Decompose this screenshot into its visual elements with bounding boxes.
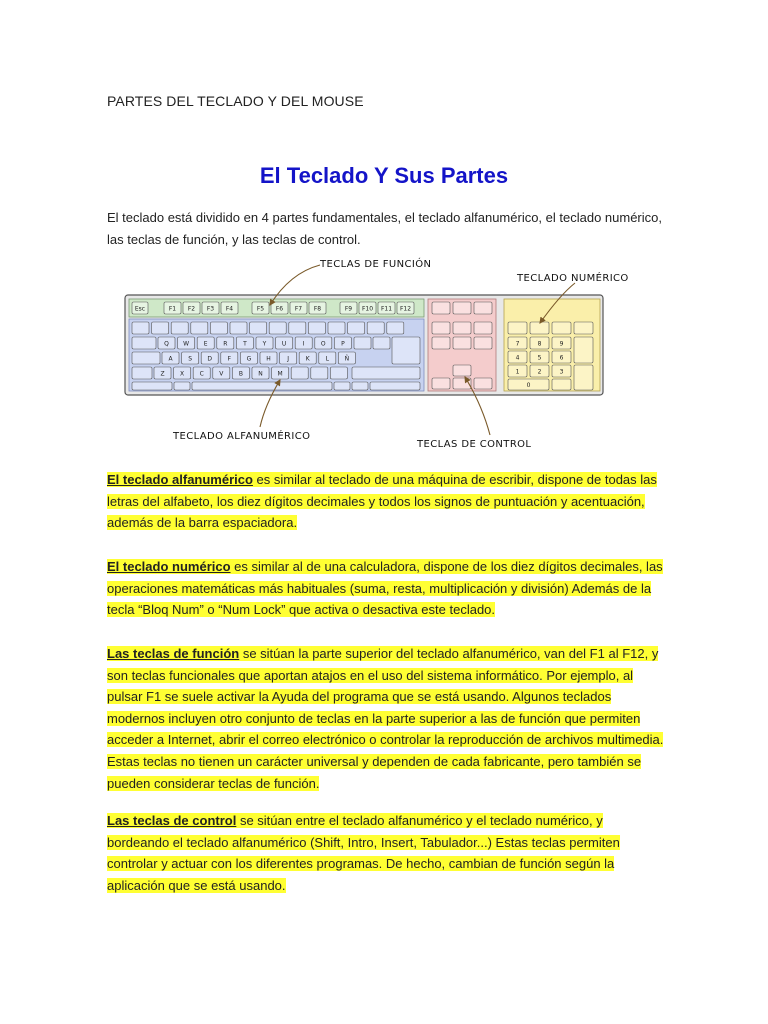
key-numpad-3: [552, 365, 571, 377]
svg-text:9: 9: [559, 340, 564, 348]
key-numpad-9: [552, 337, 571, 349]
key-numpad-8: [530, 337, 549, 349]
svg-text:X: X: [180, 370, 185, 378]
svg-text:B: B: [238, 370, 243, 378]
paragraph-numeric: [107, 556, 667, 621]
term-control-keys: Las teclas de control: [107, 813, 237, 828]
key-number-row: [348, 322, 365, 334]
term-alphanumeric: El teclado alfanumérico: [107, 472, 253, 487]
keyboard-diagram: [120, 255, 660, 455]
key-control-1-0: [432, 322, 450, 334]
key-number-row: [250, 322, 267, 334]
key-t: [236, 337, 253, 349]
svg-text:R: R: [223, 340, 228, 348]
key-number-row: [328, 322, 345, 334]
body-alphanumeric: es similar al teclado de una máquina de escribir, dispone de todas las letras del alfabeto, los diez dígitos decimales y todos los signos de puntuación y acentuación, además de la barra espaciadora.: [107, 472, 657, 531]
key-tab: [132, 337, 156, 349]
svg-text:0: 0: [526, 382, 531, 389]
svg-text:F7: F7: [294, 305, 303, 313]
key-numpad-top: [552, 322, 571, 334]
key-number-row: [210, 322, 227, 334]
svg-text:K: K: [305, 355, 310, 363]
key-number-row: [132, 322, 149, 334]
key-win-right: [352, 382, 368, 390]
key-f5: [252, 302, 269, 314]
key-f7: [290, 302, 307, 314]
key-number-row: [152, 322, 169, 334]
key-number-row: [367, 322, 384, 334]
key-arrow-up: [453, 365, 471, 376]
svg-text:S: S: [188, 355, 193, 363]
svg-text:F6: F6: [275, 305, 284, 313]
key-ctrl-right: [370, 382, 420, 390]
paragraph-alphanumeric: [107, 469, 667, 534]
svg-text:L: L: [325, 355, 329, 363]
key-numpad-top: [508, 322, 527, 334]
svg-text:F10: F10: [361, 305, 374, 313]
svg-text:N: N: [258, 370, 263, 378]
key-numpad-4: [508, 351, 527, 363]
body-control-keys: se sitúan entre el teclado alfanumérico y el teclado numérico, y bordeando el teclado alfanumérico (Shift, Intro, Insert, Tabulador...) Estas teclas permiten controlar y actuar con los diferentes programas. De hecho, cambian de función según la aplicación que se está usando.: [107, 813, 620, 893]
document-title: El Teclado Y Sus Partes: [259, 163, 509, 188]
key-numpad-top: [574, 322, 593, 334]
page-header: PARTES DEL TECLADO Y DEL MOUSE: [107, 93, 364, 109]
key-n: [252, 367, 269, 379]
keyboard-svg: [120, 255, 660, 455]
key-numpad-1: [508, 365, 527, 377]
key-j: [280, 352, 297, 364]
key-number-row: [387, 322, 404, 334]
key-numpad-2: [530, 365, 549, 377]
key-number-row: [171, 322, 188, 334]
key-r: [217, 337, 234, 349]
key-esc: [132, 302, 148, 314]
svg-text:F1: F1: [168, 305, 177, 313]
svg-text:8: 8: [537, 340, 542, 348]
svg-text:A: A: [168, 355, 173, 363]
paragraph-control-keys: [107, 810, 667, 896]
svg-text:V: V: [219, 370, 224, 378]
key-e: [197, 337, 214, 349]
callout-alphanumeric: TECLADO ALFANUMÉRICO: [173, 431, 311, 442]
key-l: [319, 352, 336, 364]
key-bracket: [354, 337, 371, 349]
key-punct: [311, 367, 328, 379]
svg-text:F3: F3: [206, 305, 215, 313]
key-number-row: [191, 322, 208, 334]
svg-text:6: 6: [559, 354, 564, 362]
key-numpad-0: [508, 379, 549, 390]
key-i: [295, 337, 312, 349]
key-punct: [330, 367, 347, 379]
key-u: [276, 337, 293, 349]
key-h: [260, 352, 277, 364]
callout-control-keys: TECLAS DE CONTROL: [417, 439, 532, 450]
svg-text:P: P: [341, 340, 345, 348]
key-space: [192, 382, 332, 390]
key-p: [334, 337, 351, 349]
key-v: [213, 367, 230, 379]
key-number-row: [289, 322, 306, 334]
key-control-0-0: [432, 302, 450, 314]
key-control-1-2: [474, 322, 492, 334]
key-numpad-plus: [574, 337, 593, 363]
callout-numeric-keypad: TECLADO NUMÉRICO: [517, 273, 629, 284]
key-g: [240, 352, 257, 364]
body-numeric: es similar al de una calculadora, dispone de los diez dígitos decimales, las operaciones matemáticas más habituales (suma, resta, multiplicación y división) Además de la tecla “Bloq Num” o “Num Lock” que activa o desactiva este teclado.: [107, 559, 663, 618]
svg-text:7: 7: [515, 340, 520, 348]
svg-text:F8: F8: [313, 305, 322, 313]
key-bracket: [373, 337, 390, 349]
key-arrow-right: [474, 378, 492, 389]
svg-text:F11: F11: [380, 305, 393, 313]
key-f11: [378, 302, 395, 314]
svg-text:H: H: [266, 355, 271, 363]
svg-text:E: E: [203, 340, 208, 348]
term-numeric: El teclado numérico: [107, 559, 231, 574]
key-number-row: [230, 322, 247, 334]
key-numpad-5: [530, 351, 549, 363]
key-shift-right: [352, 367, 420, 379]
key-control-2-1: [453, 337, 471, 349]
key-enter: [392, 337, 420, 364]
svg-text:2: 2: [537, 368, 542, 376]
svg-text:U: U: [281, 340, 287, 348]
svg-text:M: M: [277, 370, 283, 378]
key-punct: [291, 367, 308, 379]
key-m: [272, 367, 289, 379]
term-function-keys: Las teclas de función: [107, 646, 240, 661]
key-caps: [132, 352, 160, 364]
key-arrow-left: [432, 378, 450, 389]
svg-text:I: I: [302, 340, 305, 348]
svg-text:T: T: [243, 340, 247, 348]
svg-text:Esc: Esc: [134, 305, 146, 313]
key-c: [193, 367, 210, 379]
key-f: [221, 352, 238, 364]
key-numpad-top: [530, 322, 549, 334]
svg-text:F: F: [227, 355, 232, 363]
key-f8: [309, 302, 326, 314]
svg-text:Z: Z: [160, 370, 165, 378]
key-w: [178, 337, 195, 349]
paragraph-function-keys: [107, 643, 667, 794]
key-ñ: [338, 352, 355, 364]
key-number-row: [308, 322, 325, 334]
svg-text:Q: Q: [164, 340, 169, 348]
key-f1: [164, 302, 181, 314]
svg-text:F4: F4: [225, 305, 234, 313]
key-q: [158, 337, 175, 349]
key-numpad-enter: [574, 365, 593, 390]
key-ctrl-left: [132, 382, 172, 390]
key-numpad-6: [552, 351, 571, 363]
svg-text:1: 1: [515, 368, 520, 376]
key-k: [299, 352, 316, 364]
key-s: [182, 352, 199, 364]
key-number-row: [269, 322, 286, 334]
key-f4: [221, 302, 238, 314]
callout-function-keys: TECLAS DE FUNCIÓN: [320, 259, 432, 270]
key-control-2-0: [432, 337, 450, 349]
key-f10: [359, 302, 376, 314]
svg-text:W: W: [183, 340, 190, 348]
key-f2: [183, 302, 200, 314]
intro-paragraph: El teclado está dividido en 4 partes fundamentales, el teclado alfanumérico, el teclado numérico, las teclas de función, y las teclas de control.: [107, 210, 662, 247]
key-d: [201, 352, 218, 364]
body-function-keys: se sitúan la parte superior del teclado alfanumérico, van del F1 al F12, y son teclas funcionales que aportan atajos en el uso del sistema informático. Por ejemplo, al pulsar F1 se suele activar la Ayuda del programa que se está usando. Algunos teclados modernos incluyen otro conjunto de teclas en la parte superior a las de función que permiten acceder a Internet, abrir el correo electrónico o controlar la reproducción de archivos multimedia. Estas teclas no tienen un carácter universal y dependen de cada fabricante, pero también se pueden considerar teclas de función.: [107, 646, 664, 791]
key-z: [154, 367, 171, 379]
key-alt-gr: [334, 382, 350, 390]
svg-text:G: G: [246, 355, 252, 363]
svg-text:Ñ: Ñ: [344, 355, 350, 363]
key-control-2-2: [474, 337, 492, 349]
key-f9: [340, 302, 357, 314]
key-shift-left: [132, 367, 152, 379]
svg-text:C: C: [199, 370, 204, 378]
svg-text:F5: F5: [256, 305, 265, 313]
key-control-1-1: [453, 322, 471, 334]
svg-text:F12: F12: [399, 305, 412, 313]
key-numpad-dot: [552, 379, 571, 390]
svg-text:F9: F9: [344, 305, 353, 313]
key-win: [174, 382, 190, 390]
svg-text:F2: F2: [187, 305, 196, 313]
key-f3: [202, 302, 219, 314]
key-f6: [271, 302, 288, 314]
svg-text:J: J: [287, 355, 289, 363]
key-f12: [397, 302, 414, 314]
svg-text:D: D: [207, 355, 213, 363]
key-numpad-7: [508, 337, 527, 349]
key-a: [162, 352, 179, 364]
key-y: [256, 337, 273, 349]
svg-text:O: O: [320, 340, 326, 348]
key-b: [232, 367, 249, 379]
key-o: [315, 337, 332, 349]
svg-text:3: 3: [559, 368, 564, 376]
key-control-0-1: [453, 302, 471, 314]
svg-text:Y: Y: [262, 340, 267, 348]
svg-text:4: 4: [515, 354, 520, 362]
svg-text:5: 5: [537, 354, 542, 362]
key-x: [174, 367, 191, 379]
key-control-0-2: [474, 302, 492, 314]
